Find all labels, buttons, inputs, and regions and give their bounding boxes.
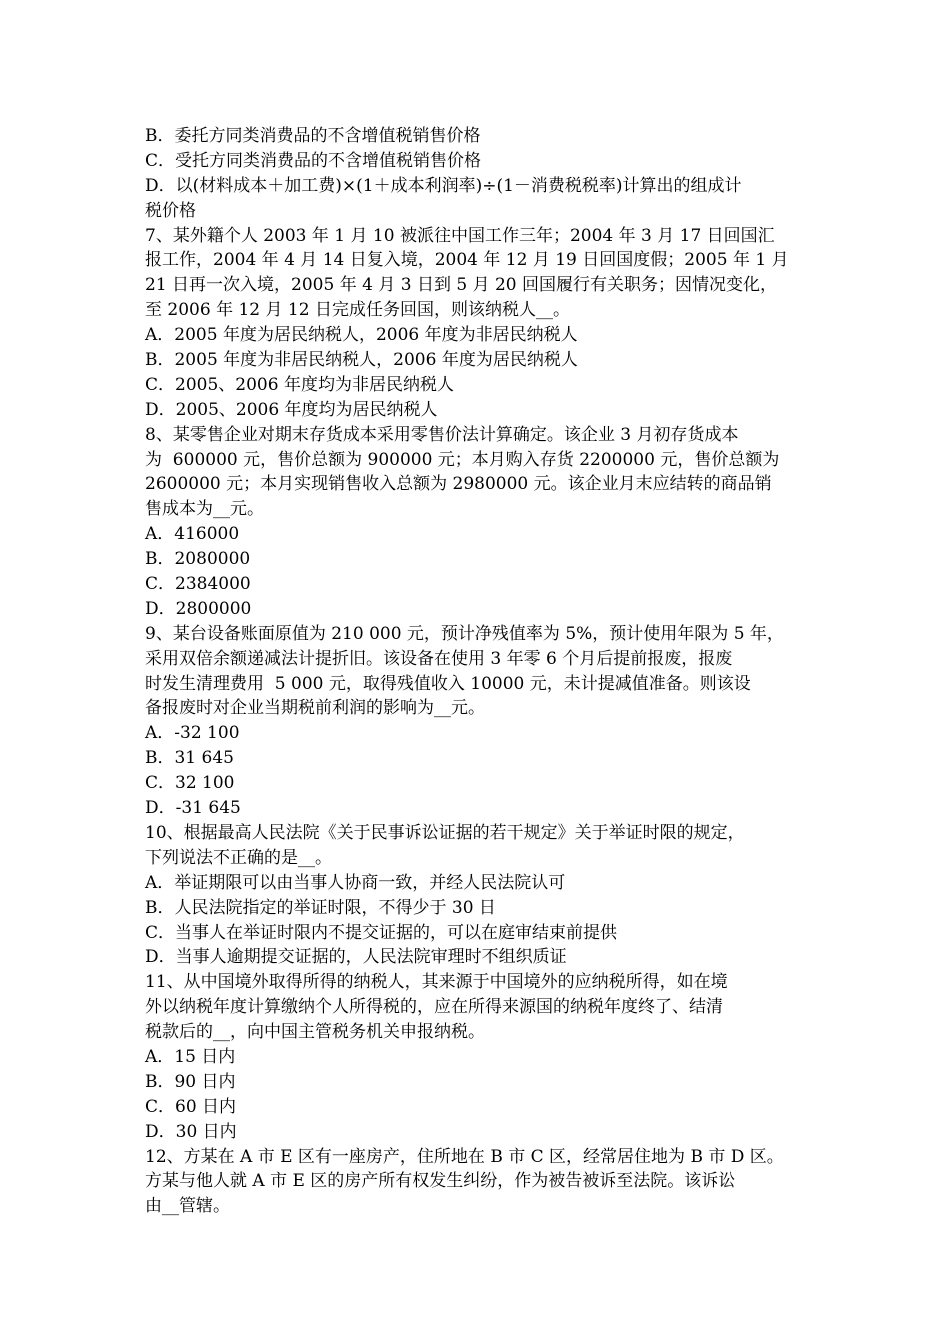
- question-line: 时发生清理费用 5 000 元，取得残值收入 10000 元，未计提减值准备。则该设: [145, 673, 751, 694]
- option-line: D．30 日内: [145, 1121, 237, 1142]
- option-line: C．60 日内: [145, 1096, 237, 1117]
- option-line: C．32 100: [145, 773, 235, 794]
- option-line: B．委托方同类消费品的不含增值税销售价格: [145, 126, 481, 146]
- option-line: C．受托方同类消费品的不含增值税销售价格: [145, 150, 482, 171]
- question-line: 至 2006 年 12 月 12 日完成任务回国，则该纳税人__。: [145, 300, 570, 321]
- question-line: 7、某外籍个人 2003 年 1 月 10 被派往中国工作三年；2004 年 3 月 17 日回国汇: [145, 225, 775, 246]
- option-line: A．416000: [145, 524, 240, 545]
- option-line: B．人民法院指定的举证时限，不得少于 30 日: [145, 897, 496, 918]
- question-line: 售成本为__元。: [145, 499, 264, 520]
- option-line: C．2005、2006 年度均为非居民纳税人: [145, 374, 454, 395]
- option-line: A．2005 年度为居民纳税人，2006 年度为非居民纳税人: [145, 325, 578, 346]
- option-line: C．2384000: [145, 574, 251, 595]
- option-line: C．当事人在举证时限内不提交证据的，可以在庭审结束前提供: [145, 922, 618, 943]
- question-line: 11、从中国境外取得所得的纳税人，其来源于中国境外的应纳税所得，如在境: [145, 972, 728, 993]
- question-line: 报工作，2004 年 4 月 14 日复入境，2004 年 12 月 19 日回国度假；2005 年 1 月: [145, 250, 789, 271]
- option-line: D．以(材料成本＋加工费)×(1＋成本利润率)÷(1－消费税税率)计算出的组成计: [145, 175, 742, 196]
- option-line: B．31 645: [145, 748, 234, 769]
- question-line: 方某与他人就 A 市 E 区的房产所有权发生纠纷，作为被告被诉至法院。该诉讼: [145, 1171, 736, 1192]
- question-line: 为 600000 元，售价总额为 900000 元；本月购入存货 2200000 元，售价总额为: [145, 449, 780, 470]
- option-line: D．2800000: [145, 598, 252, 619]
- option-line: D．当事人逾期提交证据的，人民法院审理时不组织质证: [145, 947, 567, 968]
- question-line: 税款后的__，向中国主管税务机关申报纳税。: [145, 1022, 485, 1043]
- option-line: D．-31 645: [145, 798, 241, 819]
- option-line: 税价格: [145, 200, 196, 221]
- option-line: B．2080000: [145, 549, 251, 570]
- option-line: A．15 日内: [145, 1046, 236, 1067]
- option-line: B．2005 年度为非居民纳税人，2006 年度为居民纳税人: [145, 350, 578, 371]
- option-line: A．-32 100: [145, 723, 240, 744]
- document-body: [145, 124, 825, 1219]
- question-line: 12、方某在 A 市 E 区有一座房产，住所地在 B 市 C 区，经常居住地为 B 市 D 区。: [145, 1146, 784, 1167]
- question-line: 采用双倍余额递减法计提折旧。该设备在使用 3 年零 6 个月后提前报废，报废: [145, 648, 733, 669]
- option-line: A．举证期限可以由当事人协商一致，并经人民法院认可: [145, 872, 566, 893]
- question-line: 8、某零售企业对期末存货成本采用零售价法计算确定。该企业 3 月初存货成本: [145, 424, 739, 445]
- option-line: D．2005、2006 年度均为居民纳税人: [145, 399, 438, 420]
- question-line: 备报废时对企业当期税前利润的影响为__元。: [145, 698, 485, 719]
- question-line: 2600000 元；本月实现销售收入总额为 2980000 元。该企业月末应结转的商品销: [145, 474, 772, 495]
- option-line: B．90 日内: [145, 1071, 236, 1092]
- question-line: 下列说法不正确的是__。: [145, 847, 332, 868]
- question-line: 21 日再一次入境，2005 年 4 月 3 日到 5 月 20 回国履行有关职务；因情况变化，: [145, 275, 778, 296]
- question-line: 10、根据最高人民法院《关于民事诉讼证据的若干规定》关于举证时限的规定，: [145, 822, 745, 843]
- question-line: 外以纳税年度计算缴纳个人所得税的，应在所得来源国的纳税年度终了、结清: [145, 997, 723, 1018]
- question-line: 由__管辖。: [145, 1196, 230, 1217]
- question-line: 9、某台设备账面原值为 210 000 元，预计净残值率为 5%，预计使用年限为 5 年，: [145, 623, 784, 644]
